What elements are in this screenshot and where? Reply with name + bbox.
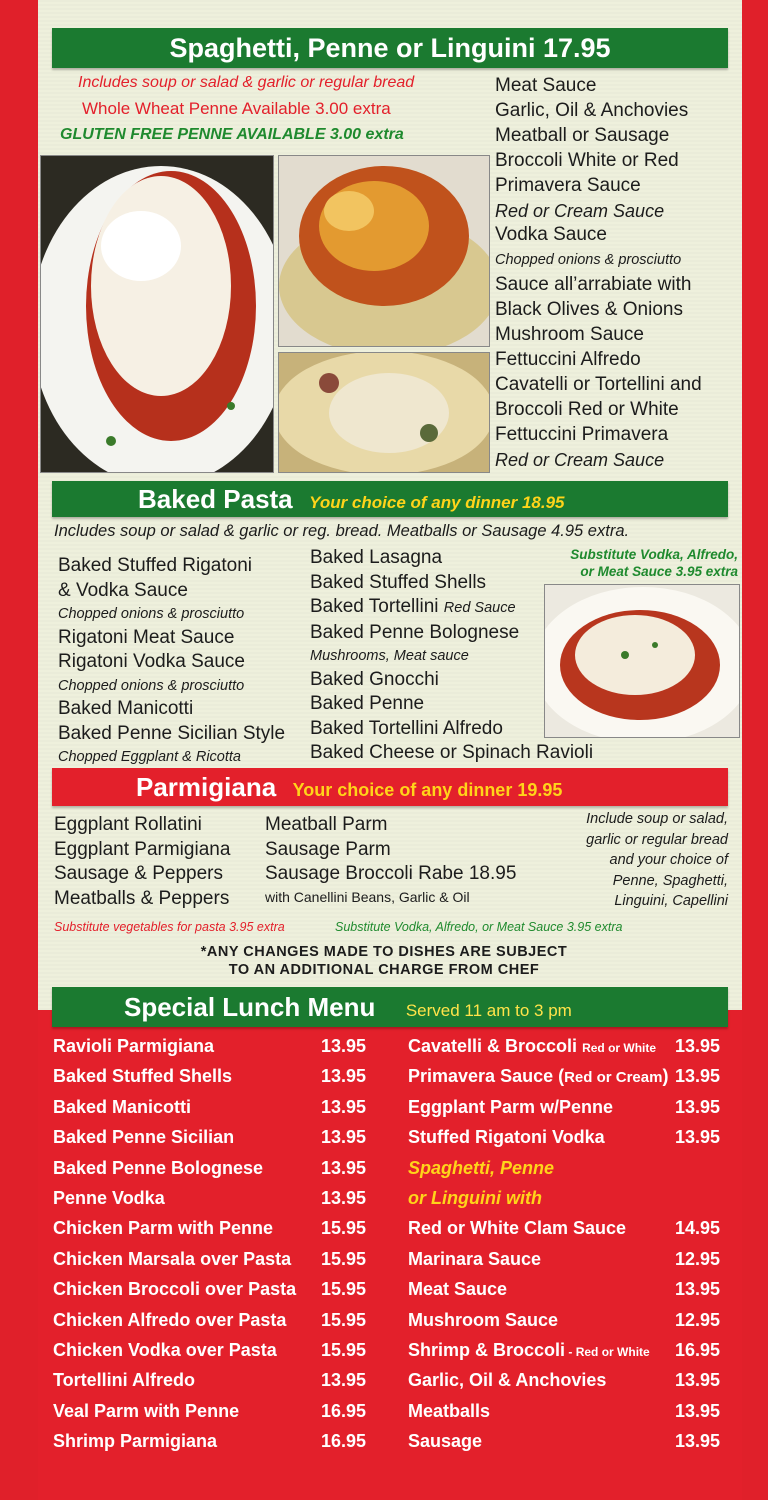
spaghetti-item: Red or Cream Sauce <box>495 200 665 221</box>
parm-item: Meatballs & Peppers <box>54 887 230 909</box>
lunch-item-price: 13.95 <box>321 1096 367 1117</box>
lunch-item-price: 15.95 <box>321 1248 367 1269</box>
lunch-item-name: Tortellini Alfredo <box>53 1370 195 1391</box>
lunch-item-name: Chicken Alfredo over Pasta <box>53 1309 287 1330</box>
lunch-item-price: 13.95 <box>321 1066 367 1087</box>
spaghetti-title: Spaghetti, Penne or Linguini 17.95 <box>169 33 611 63</box>
baked-item-label: & Vodka Sauce <box>58 579 188 601</box>
baked-item-label: Chopped onions & prosciutto <box>58 606 245 622</box>
lunch-item-label: Spaghetti, Penne <box>408 1157 555 1178</box>
lunch-item-note: Red or Cream <box>564 1069 663 1087</box>
lunch-item-price: 15.95 <box>321 1309 367 1330</box>
lunch-item-price: 16.95 <box>675 1340 721 1360</box>
lunch-item-name <box>408 1127 605 1148</box>
baked-item-label: Baked Stuffed Shells <box>310 571 487 593</box>
chicken-parm-photo <box>40 155 274 473</box>
lunch-item-price: 13.95 <box>675 1066 721 1087</box>
lunch-item-label: Red or White Clam Sauce <box>408 1218 627 1239</box>
lunch-item-label: Garlic, Oil & Anchovies <box>408 1370 607 1391</box>
lunch-item-label: Primavera Sauce ( <box>408 1066 565 1087</box>
spaghetti-item: Cavatelli or Tortellini and <box>495 373 702 395</box>
baked-item-label: Baked Stuffed Rigatoni <box>58 555 253 576</box>
lunch-item-price: 13.95 <box>321 1188 367 1208</box>
parm-item: Sausage & Peppers <box>54 863 224 885</box>
lunch-item-name <box>408 1036 656 1057</box>
parm-item: Sausage Parm <box>265 838 391 860</box>
spaghetti-item: Fettuccini Alfredo <box>495 348 641 370</box>
spaghetti-item: Broccoli Red or White <box>495 398 679 420</box>
lunch-item-price: 13.95 <box>321 1036 367 1056</box>
lunch-item-price: 13.95 <box>675 1036 721 1056</box>
baked-item-label: Baked Tortellini Alfredo <box>310 717 503 739</box>
lunch-item-name <box>408 1249 541 1270</box>
lunch-item-name <box>408 1097 613 1118</box>
parm-item: Eggplant Rollatini <box>54 814 202 835</box>
lunch-item-price: 13.95 <box>675 1431 721 1452</box>
baked-item <box>58 650 308 675</box>
lunch-item-label: Eggplant Parm w/Penne <box>408 1096 614 1117</box>
lunch-item-name <box>408 1066 668 1087</box>
parm-col2-list <box>265 813 516 887</box>
lunch-item-name <box>408 1370 606 1391</box>
lunch-item-label: Marinara Sauce <box>408 1248 542 1269</box>
parm-note-line: Penne, Spaghetti, <box>612 872 728 889</box>
baked-item <box>58 554 308 579</box>
lunch-item-label: Cavatelli & Broccoli <box>408 1036 583 1056</box>
parmigiana-title: Parmigiana <box>136 772 277 802</box>
lunch-item-price: 13.95 <box>321 1127 367 1148</box>
lunch-item-price: 12.95 <box>675 1248 721 1269</box>
baked-item-label: Baked Gnocchi <box>310 668 439 690</box>
lunch-item-price: 16.95 <box>321 1431 367 1452</box>
left-red-stripe <box>0 0 38 1500</box>
lunch-item-name: Ravioli Parmigiana <box>53 1036 215 1056</box>
baked-item-label: Rigatoni Meat Sauce <box>58 626 235 648</box>
lunch-item-name: Baked Penne Bolognese <box>53 1157 264 1178</box>
lunch-item-name: Baked Penne Sicilian <box>53 1127 235 1148</box>
lunch-item-name <box>408 1310 558 1331</box>
baked-item <box>58 675 308 698</box>
lunch-item-name <box>408 1158 554 1179</box>
lunch-item-price: 13.95 <box>321 1370 367 1391</box>
baked-item <box>58 722 308 747</box>
baked-item-label: Chopped Eggplant & Ricotta <box>58 749 241 765</box>
lunch-item-name <box>408 1188 542 1209</box>
baked-item-label: Baked Cheese or Spinach Ravioli <box>310 742 594 763</box>
baked-item <box>58 579 308 604</box>
parm-note-line: and your choice of <box>609 852 728 868</box>
baked-item <box>58 603 308 626</box>
lunch-item-price: 15.95 <box>321 1340 367 1360</box>
lunch-item-name <box>408 1218 626 1239</box>
lunch-item-price: 16.95 <box>321 1400 367 1421</box>
lunch-item-note: - Red or White <box>565 1345 650 1359</box>
lunch-item-price: 13.95 <box>675 1370 721 1391</box>
substitute-sauce-note: Substitute Vodka, Alfredo, or Meat Sauce 3.95 extra <box>335 920 623 934</box>
charge-warning-1: *ANY CHANGES MADE TO DISHES ARE SUBJECT <box>200 944 568 960</box>
spaghetti-item: Fettuccini Primavera <box>495 423 669 445</box>
lunch-title: Special Lunch Menu <box>124 992 376 1022</box>
lunch-item-name: Penne Vodka <box>53 1188 165 1208</box>
lunch-item-name: Baked Manicotti <box>53 1096 192 1117</box>
lunch-item-price: 14.95 <box>675 1218 721 1239</box>
spaghetti-item: Garlic, Oil & Anchovies <box>495 99 689 121</box>
lunch-item-name: Chicken Marsala over Pasta <box>53 1248 292 1269</box>
lunch-header <box>52 987 728 1027</box>
spaghetti-item: Black Olives & Onions <box>495 299 683 321</box>
baked-col1-list <box>58 554 308 769</box>
manicotti-photo <box>544 584 740 738</box>
spaghetti-item: Broccoli White or Red <box>495 149 679 171</box>
parm-note-line: Include soup or salad, <box>586 811 728 827</box>
baked-item <box>58 626 308 651</box>
spaghetti-item: Vodka Sauce <box>495 224 607 246</box>
lunch-item-price: 12.95 <box>675 1309 721 1330</box>
parm-item: Sausage Broccoli Rabe 18.95 <box>265 863 517 885</box>
lunch-item-price: 13.95 <box>675 1400 721 1421</box>
parm-item: Meatball Parm <box>265 814 388 835</box>
baked-item-label: Baked Penne <box>310 693 425 714</box>
lunch-item-label: Shrimp & Broccoli <box>408 1340 566 1360</box>
baked-item <box>310 546 610 571</box>
lunch-item-price: 13.95 <box>321 1157 367 1178</box>
lunch-item-price: 13.95 <box>675 1127 721 1148</box>
spaghetti-items-list <box>495 74 740 473</box>
lunch-item-name <box>408 1431 482 1452</box>
charge-warning-2: TO AN ADDITIONAL CHARGE FROM CHEF <box>228 962 540 978</box>
lunch-item-name: Chicken Parm with Penne <box>53 1218 274 1239</box>
baked-pasta-header <box>52 481 728 517</box>
lunch-item-name: Baked Stuffed Shells <box>53 1066 233 1087</box>
lunch-item-label: Mushroom Sauce <box>408 1309 559 1330</box>
baked-item <box>58 697 308 722</box>
baked-item <box>58 746 308 769</box>
spaghetti-item: Meatball or Sausage <box>495 124 670 146</box>
parm-includes-note <box>586 809 728 912</box>
baked-item-label: Baked Lasagna <box>310 547 443 568</box>
substitute-veg-note: Substitute vegetables for pasta 3.95 extra <box>54 920 285 934</box>
lunch-item-name <box>408 1340 650 1361</box>
baked-item-label: Chopped onions & prosciutto <box>58 677 245 694</box>
spaghetti-note-wheat: Whole Wheat Penne Available 3.00 extra <box>82 99 391 118</box>
parm-note-line: Linguini, Capellini <box>614 893 728 909</box>
baked-item-label: Baked Tortellini <box>310 596 439 617</box>
baked-item-label: Rigatoni Vodka Sauce <box>58 651 245 672</box>
baked-substitute-1: Substitute Vodka, Alfredo, <box>570 547 738 562</box>
lunch-item-label: Meat Sauce <box>408 1279 508 1300</box>
baked-item-label: Baked Penne Bolognese <box>310 621 520 643</box>
lunch-item-label: Stuffed Rigatoni Vodka <box>408 1127 605 1148</box>
parm-beans-note: with Canellini Beans, Garlic & Oil <box>265 889 470 905</box>
baked-pasta-note: Includes soup or salad & garlic or reg. bread. Meatballs or Sausage 4.95 extra. <box>54 522 630 540</box>
spaghetti-item: Primavera Sauce <box>495 174 641 196</box>
baked-item-label: Baked Penne Sicilian Style <box>58 722 286 744</box>
parmigiana-subtitle: Your choice of any dinner 19.95 <box>292 780 563 800</box>
spaghetti-note-gluten: GLUTEN FREE PENNE AVAILABLE 3.00 extra <box>60 126 404 143</box>
lunch-item-name: Chicken Broccoli over Pasta <box>53 1279 297 1300</box>
lunch-item-label: or Linguini with <box>408 1188 542 1208</box>
lunch-item-price: 13.95 <box>675 1279 721 1300</box>
baked-pasta-subtitle: Your choice of any dinner 18.95 <box>309 493 565 512</box>
lunch-item-name <box>408 1401 490 1422</box>
lunch-item-note: Red or White <box>582 1041 657 1055</box>
lunch-item-name: Veal Parm with Penne <box>53 1400 240 1421</box>
lunch-item-name <box>408 1279 507 1300</box>
lunch-item-label-end: ) <box>662 1066 669 1087</box>
parm-note-line: garlic or regular bread <box>586 831 728 848</box>
spaghetti-item: Chopped onions & prosciutto <box>495 252 682 269</box>
parm-col1-list <box>54 813 230 911</box>
lunch-item-price: 15.95 <box>321 1218 367 1239</box>
lunch-served: Served 11 am to 3 pm <box>405 1001 572 1020</box>
spaghetti-note-soup: Includes soup or salad & garlic or regular bread <box>78 74 415 91</box>
lunch-item-price: 13.95 <box>675 1096 721 1117</box>
spaghetti-item: Meat Sauce <box>495 75 597 96</box>
baked-item <box>310 741 610 766</box>
baked-pasta-title: Baked Pasta <box>138 484 293 514</box>
spaghetti-item: Sauce all’arrabiate with <box>495 274 692 296</box>
alfredo-pasta-photo <box>278 352 490 473</box>
lunch-item-name: Shrimp Parmigiana <box>53 1431 218 1452</box>
baked-item-label: Mushrooms, Meat sauce <box>310 648 469 664</box>
baked-item-note: Red Sauce <box>443 600 516 616</box>
lunch-item-label: Sausage <box>408 1431 483 1452</box>
baked-substitute-2: or Meat Sauce 3.95 extra <box>580 564 738 579</box>
parm-item: Eggplant Parmigiana <box>54 838 231 860</box>
lunch-item-price: 15.95 <box>321 1279 367 1300</box>
baked-pasta-photo <box>278 155 490 347</box>
right-red-stripe <box>742 0 768 1500</box>
parmigiana-header <box>52 768 728 806</box>
spaghetti-header <box>52 28 728 68</box>
spaghetti-item: Red or Cream Sauce <box>495 449 665 470</box>
lunch-item-label: Meatballs <box>408 1400 491 1421</box>
baked-item-label: Baked Manicotti <box>58 698 194 719</box>
spaghetti-item: Mushroom Sauce <box>495 324 644 346</box>
lunch-item-name: Chicken Vodka over Pasta <box>53 1340 277 1360</box>
